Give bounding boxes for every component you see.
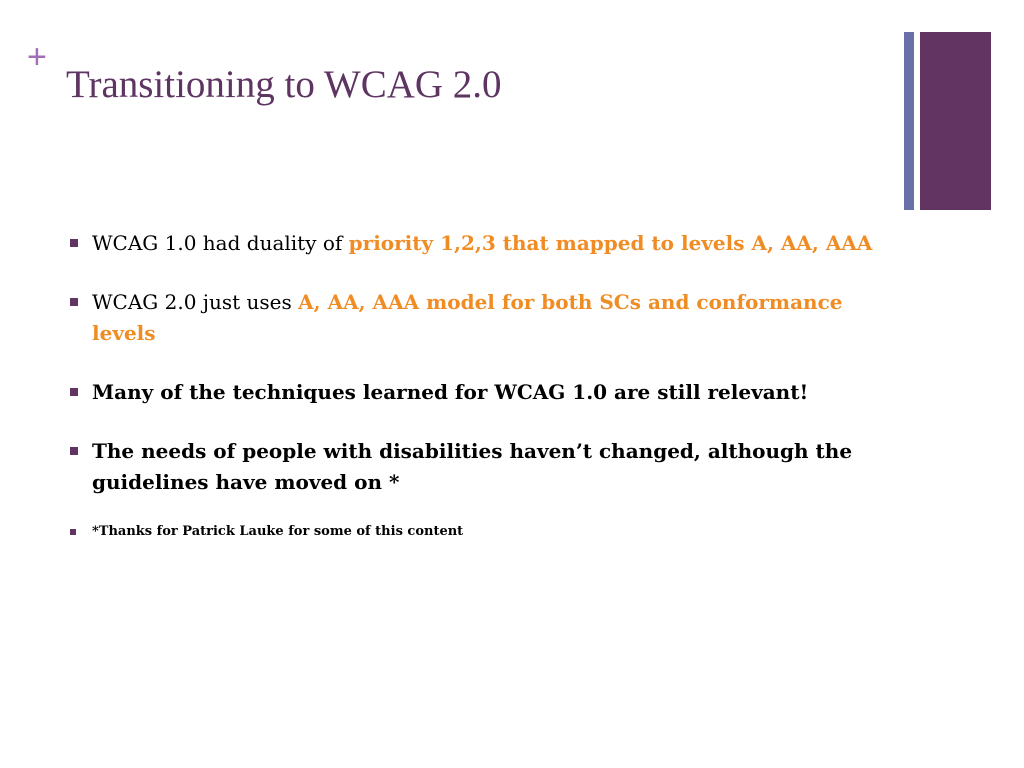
plus-icon: + — [27, 38, 47, 76]
footnote-item — [66, 522, 886, 542]
bullet-item — [66, 287, 886, 349]
square-bullet-icon — [70, 447, 78, 455]
square-bullet-icon — [70, 388, 78, 396]
square-bullet-icon — [70, 239, 78, 247]
bullet-text: Many of the techniques learned for WCAG 1.0 are still relevant! — [92, 380, 809, 404]
slide-title: Transitioning to WCAG 2.0 — [66, 63, 502, 106]
bullet-text: The needs of people with disabilities haven’t changed, although the guidelines have moved on * — [92, 439, 853, 494]
bullet-item — [66, 377, 886, 408]
square-bullet-icon — [70, 529, 76, 535]
square-bullet-icon — [70, 298, 78, 306]
bullet-text: WCAG 2.0 just uses — [92, 290, 299, 314]
bullet-list — [66, 228, 886, 542]
footnote-text: *Thanks for Patrick Lauke for some of this content — [92, 524, 464, 539]
bullet-text: WCAG 1.0 had duality of — [92, 231, 349, 255]
bullet-highlight: priority 1,2,3 that mapped to levels A, AA, AAA — [348, 231, 873, 255]
decorative-bar-thin — [904, 32, 914, 210]
bullet-item — [66, 436, 886, 498]
decorative-bar-thick — [920, 32, 991, 210]
bullet-item — [66, 228, 886, 259]
bullet-highlight: A, AA, AAA model for both SCs and conformance levels — [92, 290, 843, 345]
